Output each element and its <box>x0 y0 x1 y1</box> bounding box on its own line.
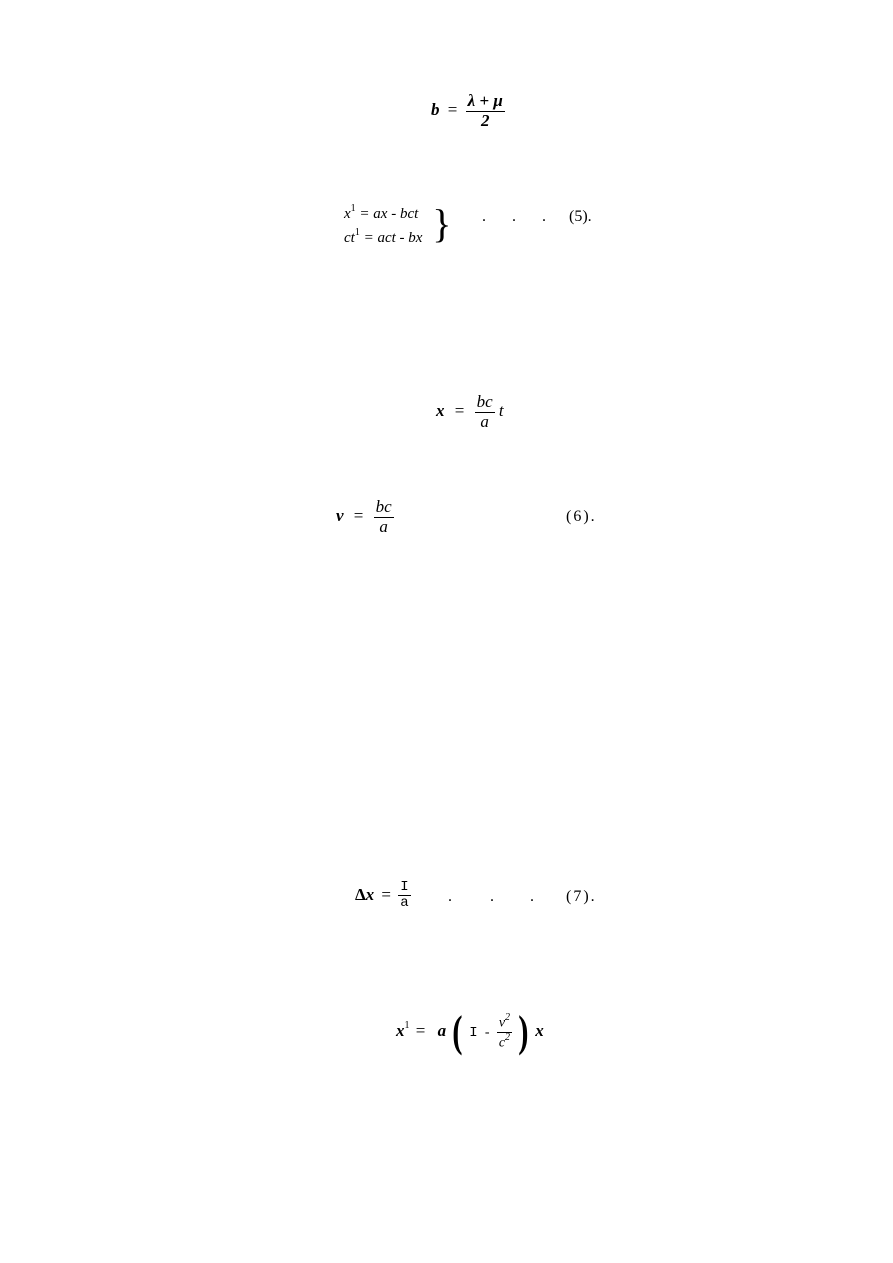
eq-b-denominator: 2 <box>480 110 490 130</box>
eq-last-equals: = <box>415 1020 426 1040</box>
equation-5 <box>344 200 451 248</box>
eq-x-fraction <box>475 393 495 431</box>
eq6-equals: = <box>353 506 364 526</box>
equation-x <box>436 393 504 431</box>
eq7-lhs: x <box>365 884 375 904</box>
eq-b-fraction <box>466 92 505 130</box>
eq-b-numerator: λ + μ <box>467 91 503 110</box>
eq-last-num: v <box>498 1016 506 1032</box>
eq7-number: (7). <box>566 888 597 905</box>
eq-last-one: I <box>469 1024 478 1041</box>
eq5-number: (5). <box>569 208 592 225</box>
eq5-dot: . <box>542 208 546 225</box>
eq-last-fraction <box>497 1013 512 1050</box>
eq5-dot: . <box>482 208 486 225</box>
eq-last-minus: - <box>484 1024 490 1040</box>
eq-b-lhs: b <box>431 100 440 120</box>
eq7-dot: . <box>490 888 494 905</box>
equation-b <box>431 92 505 130</box>
eq5-line2-lhs: ct <box>344 230 355 246</box>
eq7-fraction <box>398 880 410 912</box>
eq5-brace: } <box>432 201 452 246</box>
eq5-line1-rhs: = ax - bct <box>355 206 419 222</box>
eq7-delta: Δ <box>355 884 366 904</box>
eq-last-right-paren: ) <box>518 1007 529 1056</box>
eq-x-denominator: a <box>480 411 489 431</box>
eq-last-den: c <box>498 1035 506 1051</box>
eq-x-tail: t <box>498 401 504 421</box>
eq5-line2-rhs: = act - bx <box>359 230 423 246</box>
eq-last-lhs: x <box>396 1020 405 1040</box>
eq6-fraction <box>374 498 394 536</box>
eq7-denominator: a <box>400 895 409 912</box>
eq7-dot: . <box>530 888 534 905</box>
eq-b-equals: = <box>447 100 458 120</box>
eq5-line-1 <box>344 200 422 224</box>
eq-last-lhs-sup: 1 <box>404 1020 410 1032</box>
eq-x-numerator: bc <box>476 392 493 411</box>
eq-last-tail: x <box>535 1020 544 1040</box>
eq7-equals: = <box>381 884 392 904</box>
eq5-line1-sup: 1 <box>350 203 356 214</box>
eq-last-numerator <box>497 1013 512 1032</box>
eq-x-equals: = <box>454 401 465 421</box>
eq5-dots <box>482 208 562 226</box>
eq-last-coef: a <box>437 1020 447 1040</box>
eq-last-denominator <box>497 1033 512 1051</box>
eq5-dot: . <box>512 208 516 225</box>
eq-x-lhs: x <box>436 401 445 421</box>
eq-last-num-sup: 2 <box>505 1012 511 1024</box>
eq7-numerator: I <box>400 879 409 895</box>
eq5-line2-sup: 1 <box>354 227 360 238</box>
eq5-line-2 <box>344 224 422 248</box>
eq6-lhs: v <box>336 506 344 526</box>
eq-last-den-sup: 2 <box>505 1031 511 1043</box>
eq6-numerator: bc <box>375 497 392 516</box>
eq7-dot: . <box>448 888 452 905</box>
equation-last <box>396 1007 544 1056</box>
equation-7 <box>355 880 411 912</box>
eq7-dots <box>448 888 550 906</box>
eq5-line1-lhs: x <box>344 206 351 222</box>
eq6-number: (6). <box>566 508 597 525</box>
eq6-denominator: a <box>379 516 388 536</box>
equation-6 <box>336 498 394 536</box>
eq-last-left-paren: ( <box>452 1007 463 1056</box>
